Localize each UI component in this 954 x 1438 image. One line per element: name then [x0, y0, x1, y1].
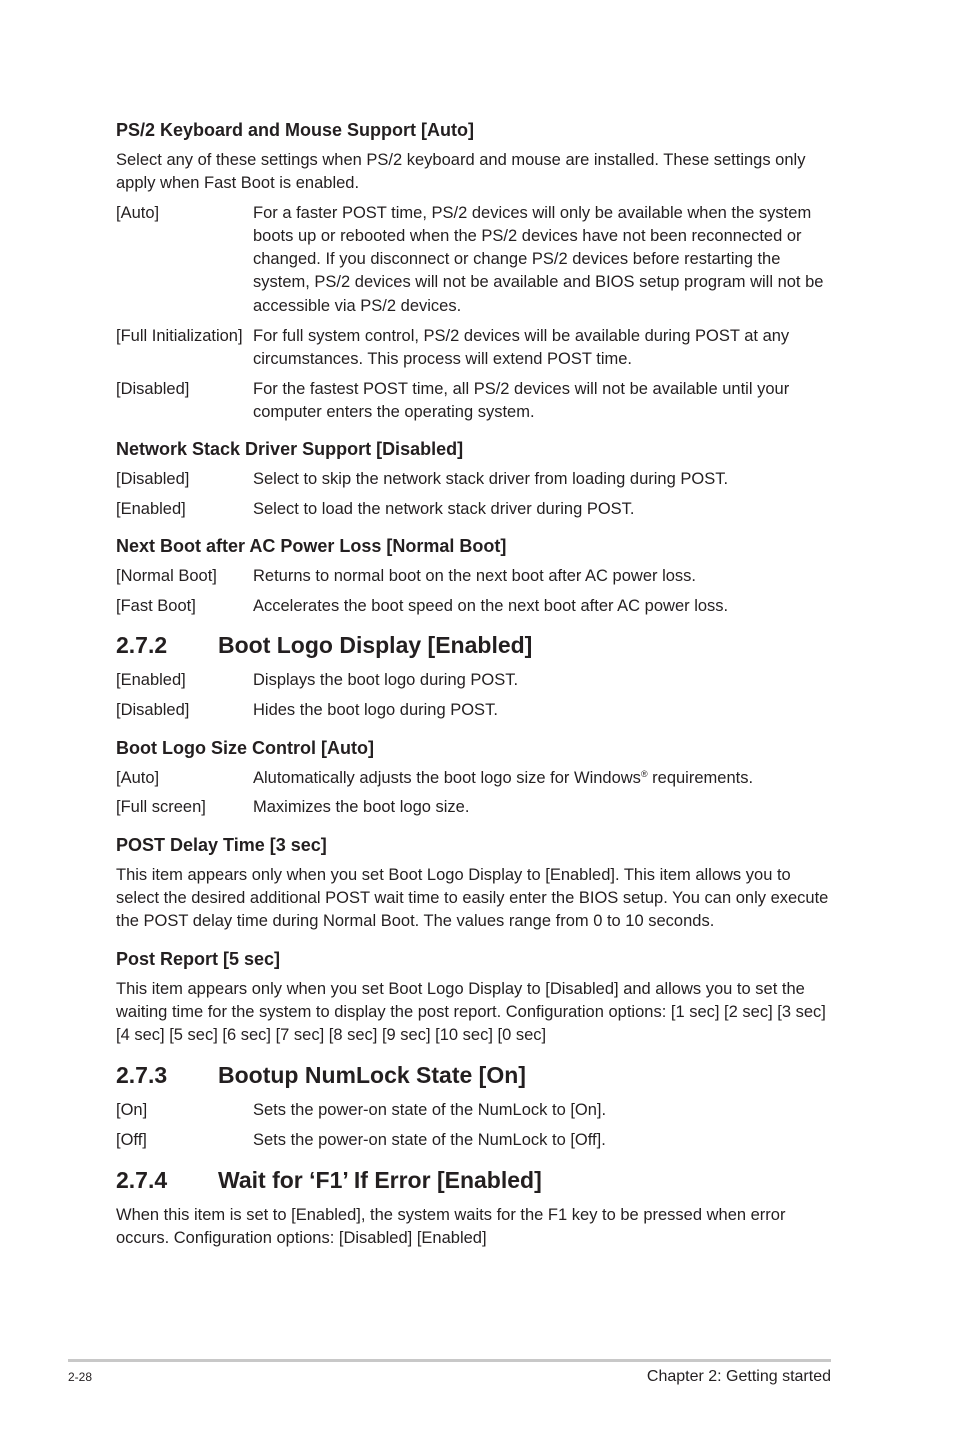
option-description: For the fastest POST time, all PS/2 devices will not be available until your computer enters the operating system. [253, 379, 790, 421]
wait-f1-heading [116, 1165, 831, 1195]
page-content [116, 118, 831, 1256]
option-description: Maximizes the boot logo size. [253, 798, 470, 817]
option-key: [Auto] [116, 203, 160, 222]
option-row [116, 325, 831, 372]
numlock-heading [116, 1060, 831, 1090]
post-report-heading: Post Report [5 sec] [116, 948, 281, 969]
option-row [116, 669, 831, 692]
ps2-support-intro: Select any of these settings when PS/2 keyboard and mouse are installed. These settings only apply when Fast Boot is enabled. [116, 151, 806, 193]
option-description: Select to skip the network stack driver from loading during POST. [253, 470, 729, 489]
option-description [253, 767, 831, 790]
ps2-support-heading: PS/2 Keyboard and Mouse Support [Auto] [116, 120, 475, 140]
section-title: Wait for ‘F1’ If Error [Enabled] [218, 1166, 542, 1193]
option-row [116, 767, 831, 790]
section-number: 2.7.4 [116, 1166, 168, 1193]
section-number: 2.7.2 [116, 632, 168, 659]
post-delay-heading: POST Delay Time [3 sec] [116, 834, 327, 855]
chapter-footer: Chapter 2: Getting started [646, 1368, 831, 1385]
network-stack-heading: Network Stack Driver Support [Disabled] [116, 439, 464, 460]
registered-mark: ® [640, 768, 648, 779]
option-description: Sets the power-on state of the NumLock to [On]. [253, 1101, 607, 1120]
section-number: 2.7.3 [116, 1062, 168, 1089]
option-row [116, 498, 831, 521]
option-row [116, 699, 831, 722]
post-report-body: This item appears only when you set Boot Logo Display to [Disabled] and allows you to set the waiting time for the system to display the post report. Configuration options: [1 sec] [2 sec] [3 sec] [4 sec] [5 sec] [6 sec] [7 sec] [8 sec] [9 sec] [10 sec] [0 sec] [116, 979, 826, 1045]
next-boot-heading: Next Boot after AC Power Loss [Normal Boot] [116, 536, 507, 557]
option-row [116, 378, 831, 425]
section-title: Bootup NumLock State [On] [218, 1062, 526, 1089]
option-description: Accelerates the boot speed on the next boot after AC power loss. [253, 597, 729, 616]
option-description: Displays the boot logo during POST. [253, 671, 519, 690]
boot-logo-display-heading [116, 630, 831, 660]
option-key: [On] [116, 1101, 148, 1120]
post-delay-body: This item appears only when you set Boot Logo Display to [Enabled]. This item allows you to select the desired additional POST wait time to easily enter the BIOS setup. You can only execute the POST delay time during Normal Boot. The values range from 0 to 10 seconds. [116, 865, 829, 931]
option-key: [Disabled] [116, 379, 190, 398]
option-row [116, 1129, 831, 1152]
option-key: [Full screen] [116, 798, 206, 817]
option-key: [Enabled] [116, 671, 186, 690]
boot-logo-size-heading: Boot Logo Size Control [Auto] [116, 737, 374, 758]
section-title: Boot Logo Display [Enabled] [218, 632, 533, 659]
page-number: 2-28 [68, 1370, 93, 1384]
option-description: Returns to normal boot on the next boot after AC power loss. [253, 567, 696, 586]
option-description: Hides the boot logo during POST. [253, 701, 498, 720]
option-key: [Off] [116, 1131, 147, 1150]
option-key: [Fast Boot] [116, 597, 196, 616]
option-key: [Normal Boot] [116, 567, 217, 586]
option-description-text: requirements. [647, 768, 754, 787]
option-description: Select to load the network stack driver during POST. [253, 500, 635, 519]
option-row [116, 796, 831, 819]
option-row [116, 202, 831, 318]
option-key: [Disabled] [116, 701, 190, 720]
option-description: Sets the power-on state of the NumLock to [Off]. [253, 1131, 606, 1150]
option-key: [Disabled] [116, 470, 190, 489]
option-row [116, 1099, 831, 1122]
option-key: [Full Initialization] [116, 326, 243, 345]
option-row [116, 595, 831, 618]
option-key: [Enabled] [116, 500, 186, 519]
wait-f1-body: When this item is set to [Enabled], the system waits for the F1 key to be pressed when error occurs. Configuration options: [Disabled] [Enabled] [116, 1205, 786, 1247]
option-key: [Auto] [116, 768, 160, 787]
option-row [116, 468, 831, 491]
option-description-text: Alutomatically adjusts the boot logo size for Windows [253, 768, 641, 787]
option-description: For a faster POST time, PS/2 devices will only be available when the system boots up or rebooted when the PS/2 devices have not been reconnected or changed. If you disconnect or change PS/2 devices before restarting the system, PS/2 devices will not be available and BIOS setup program will not be accessible via PS/2 devices. [253, 203, 824, 315]
option-description: For full system control, PS/2 devices will be available during POST at any circumstances. This process will extend POST time. [253, 326, 790, 368]
footer-divider [68, 1359, 831, 1362]
option-row [116, 565, 831, 588]
